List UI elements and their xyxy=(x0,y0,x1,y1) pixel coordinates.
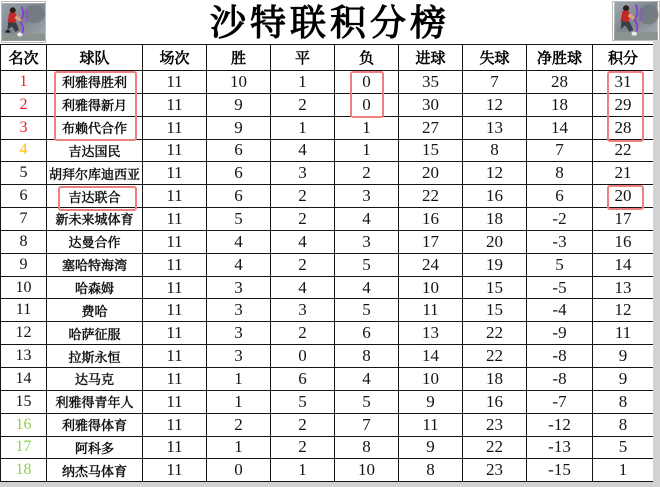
gf-cell: 9 xyxy=(399,436,463,459)
pts-cell: 14 xyxy=(593,253,654,276)
ga-cell: 22 xyxy=(463,345,527,368)
gd-cell: -12 xyxy=(527,413,593,436)
pts-cell: 12 xyxy=(593,299,654,322)
gd-cell: -15 xyxy=(527,459,593,482)
lost-cell: 1 xyxy=(335,139,399,162)
gd-cell: -9 xyxy=(527,322,593,345)
table-row xyxy=(1,459,654,482)
ga-cell: 18 xyxy=(463,367,527,390)
table-row xyxy=(1,253,654,276)
pts-cell: 21 xyxy=(593,162,654,185)
won-cell: 9 xyxy=(207,116,271,139)
drawn-cell: 2 xyxy=(271,208,335,231)
ga-cell: 12 xyxy=(463,93,527,116)
ga-cell: 23 xyxy=(463,459,527,482)
team-cell: 利雅得青年人 xyxy=(47,390,143,413)
gf-cell: 24 xyxy=(399,253,463,276)
played-cell: 11 xyxy=(143,253,207,276)
played-cell: 11 xyxy=(143,322,207,345)
pts-cell: 13 xyxy=(593,276,654,299)
gf-cell: 11 xyxy=(399,299,463,322)
rank-cell: 9 xyxy=(1,253,47,276)
lost-cell: 0 xyxy=(335,93,399,116)
gf-cell: 9 xyxy=(399,390,463,413)
played-cell: 11 xyxy=(143,390,207,413)
lost-cell: 10 xyxy=(335,459,399,482)
ga-cell: 22 xyxy=(463,436,527,459)
table-row xyxy=(1,71,654,94)
pts-cell: 9 xyxy=(593,367,654,390)
drawn-cell: 2 xyxy=(271,436,335,459)
lost-cell: 2 xyxy=(335,162,399,185)
lost-cell: 4 xyxy=(335,208,399,231)
gf-cell: 13 xyxy=(399,322,463,345)
team-cell: 利雅得胜利 xyxy=(47,71,143,94)
column-header-team: 球队 xyxy=(47,45,143,71)
won-cell: 1 xyxy=(207,436,271,459)
won-cell: 5 xyxy=(207,208,271,231)
gf-cell: 22 xyxy=(399,185,463,208)
rank-cell: 1 xyxy=(1,71,47,94)
won-cell: 1 xyxy=(207,367,271,390)
rank-cell: 7 xyxy=(1,208,47,231)
drawn-cell: 1 xyxy=(271,116,335,139)
gf-cell: 10 xyxy=(399,276,463,299)
won-cell: 0 xyxy=(207,459,271,482)
played-cell: 11 xyxy=(143,208,207,231)
table-row xyxy=(1,345,654,368)
ga-cell: 8 xyxy=(463,139,527,162)
team-cell: 哈森姆 xyxy=(47,276,143,299)
drawn-cell: 2 xyxy=(271,413,335,436)
header-row xyxy=(1,45,654,71)
lost-cell: 4 xyxy=(335,276,399,299)
right-edge-strip xyxy=(653,40,660,487)
drawn-cell: 3 xyxy=(271,162,335,185)
drawn-cell: 1 xyxy=(271,71,335,94)
table-row xyxy=(1,367,654,390)
rank-cell: 5 xyxy=(1,162,47,185)
ga-cell: 19 xyxy=(463,253,527,276)
gf-cell: 16 xyxy=(399,208,463,231)
gf-cell: 27 xyxy=(399,116,463,139)
played-cell: 11 xyxy=(143,71,207,94)
pts-cell: 8 xyxy=(593,390,654,413)
won-cell: 3 xyxy=(207,322,271,345)
team-cell: 达马克 xyxy=(47,367,143,390)
drawn-cell: 4 xyxy=(271,230,335,253)
team-cell: 费哈 xyxy=(47,299,143,322)
won-cell: 1 xyxy=(207,390,271,413)
gf-cell: 14 xyxy=(399,345,463,368)
table-row xyxy=(1,390,654,413)
drawn-cell: 6 xyxy=(271,367,335,390)
drawn-cell: 4 xyxy=(271,139,335,162)
drawn-cell: 2 xyxy=(271,93,335,116)
pts-cell: 9 xyxy=(593,345,654,368)
table-row xyxy=(1,93,654,116)
gf-cell: 30 xyxy=(399,93,463,116)
rank-cell: 2 xyxy=(1,93,47,116)
won-cell: 6 xyxy=(207,162,271,185)
table-row xyxy=(1,413,654,436)
played-cell: 11 xyxy=(143,162,207,185)
won-cell: 6 xyxy=(207,185,271,208)
page-title: 沙特联积分榜 xyxy=(209,3,450,43)
gd-cell: -3 xyxy=(527,230,593,253)
football-player-illustration xyxy=(613,2,659,40)
gf-cell: 8 xyxy=(399,459,463,482)
won-cell: 3 xyxy=(207,299,271,322)
rank-cell: 6 xyxy=(1,185,47,208)
rank-cell: 11 xyxy=(1,299,47,322)
team-cell: 利雅得新月 xyxy=(47,93,143,116)
played-cell: 11 xyxy=(143,185,207,208)
team-cell: 塞哈特海湾 xyxy=(47,253,143,276)
table-row xyxy=(1,230,654,253)
gd-cell: 5 xyxy=(527,253,593,276)
column-header-rank: 名次 xyxy=(1,45,47,71)
pts-cell: 11 xyxy=(593,322,654,345)
standings-table xyxy=(0,44,654,482)
team-cell: 利雅得体育 xyxy=(47,413,143,436)
team-cell: 拉斯永恒 xyxy=(47,345,143,368)
column-header-drawn: 平 xyxy=(271,45,335,71)
team-cell: 布赖代合作 xyxy=(47,116,143,139)
rank-cell: 10 xyxy=(1,276,47,299)
pts-cell: 5 xyxy=(593,436,654,459)
rank-cell: 17 xyxy=(1,436,47,459)
gd-cell: 28 xyxy=(527,71,593,94)
played-cell: 11 xyxy=(143,139,207,162)
rank-cell: 13 xyxy=(1,345,47,368)
table-row xyxy=(1,208,654,231)
rank-cell: 4 xyxy=(1,139,47,162)
played-cell: 11 xyxy=(143,367,207,390)
team-cell: 纳杰马体育 xyxy=(47,459,143,482)
table-row xyxy=(1,436,654,459)
ga-cell: 15 xyxy=(463,299,527,322)
lost-cell: 7 xyxy=(335,413,399,436)
column-header-gd: 净胜球 xyxy=(527,45,593,71)
lost-cell: 5 xyxy=(335,253,399,276)
drawn-cell: 3 xyxy=(271,299,335,322)
won-cell: 10 xyxy=(207,71,271,94)
gd-cell: -13 xyxy=(527,436,593,459)
rank-cell: 15 xyxy=(1,390,47,413)
ga-cell: 22 xyxy=(463,322,527,345)
gd-cell: -8 xyxy=(527,345,593,368)
ga-cell: 18 xyxy=(463,208,527,231)
table-row xyxy=(1,322,654,345)
lost-cell: 4 xyxy=(335,367,399,390)
table-row xyxy=(1,276,654,299)
gd-cell: 8 xyxy=(527,162,593,185)
decor-player-photo-right xyxy=(612,1,660,41)
team-cell: 阿科多 xyxy=(47,436,143,459)
ga-cell: 12 xyxy=(463,162,527,185)
drawn-cell: 5 xyxy=(271,390,335,413)
won-cell: 4 xyxy=(207,253,271,276)
gd-cell: -5 xyxy=(527,276,593,299)
lost-cell: 1 xyxy=(335,116,399,139)
played-cell: 11 xyxy=(143,116,207,139)
gd-cell: 7 xyxy=(527,139,593,162)
gd-cell: -7 xyxy=(527,390,593,413)
gf-cell: 17 xyxy=(399,230,463,253)
played-cell: 11 xyxy=(143,436,207,459)
pts-cell: 8 xyxy=(593,413,654,436)
ga-cell: 15 xyxy=(463,276,527,299)
pts-cell: 22 xyxy=(593,139,654,162)
column-header-ga: 失球 xyxy=(463,45,527,71)
drawn-cell: 0 xyxy=(271,345,335,368)
team-cell: 胡拜尔库迪西亚 xyxy=(47,162,143,185)
gd-cell: -2 xyxy=(527,208,593,231)
won-cell: 2 xyxy=(207,413,271,436)
team-cell: 吉达联合 xyxy=(47,185,143,208)
lost-cell: 6 xyxy=(335,322,399,345)
team-cell: 哈萨征服 xyxy=(47,322,143,345)
rank-cell: 3 xyxy=(1,116,47,139)
played-cell: 11 xyxy=(143,93,207,116)
gd-cell: -8 xyxy=(527,367,593,390)
drawn-cell: 2 xyxy=(271,185,335,208)
table-row xyxy=(1,139,654,162)
ga-cell: 16 xyxy=(463,390,527,413)
gf-cell: 10 xyxy=(399,367,463,390)
ga-cell: 20 xyxy=(463,230,527,253)
gf-cell: 15 xyxy=(399,139,463,162)
won-cell: 3 xyxy=(207,345,271,368)
gf-cell: 35 xyxy=(399,71,463,94)
table-row xyxy=(1,299,654,322)
rank-cell: 18 xyxy=(1,459,47,482)
rank-cell: 16 xyxy=(1,413,47,436)
column-header-lost: 负 xyxy=(335,45,399,71)
gf-cell: 20 xyxy=(399,162,463,185)
gd-cell: -4 xyxy=(527,299,593,322)
table-row xyxy=(1,185,654,208)
gd-cell: 6 xyxy=(527,185,593,208)
pts-cell: 29 xyxy=(593,93,654,116)
gd-cell: 18 xyxy=(527,93,593,116)
played-cell: 11 xyxy=(143,230,207,253)
ga-cell: 23 xyxy=(463,413,527,436)
team-cell: 新未来城体育 xyxy=(47,208,143,231)
won-cell: 9 xyxy=(207,93,271,116)
pts-cell: 31 xyxy=(593,71,654,94)
drawn-cell: 2 xyxy=(271,322,335,345)
table-row xyxy=(1,162,654,185)
column-header-pts: 积分 xyxy=(593,45,654,71)
played-cell: 11 xyxy=(143,345,207,368)
lost-cell: 3 xyxy=(335,185,399,208)
played-cell: 11 xyxy=(143,413,207,436)
column-header-gf: 进球 xyxy=(399,45,463,71)
played-cell: 11 xyxy=(143,459,207,482)
rank-cell: 14 xyxy=(1,367,47,390)
lost-cell: 0 xyxy=(335,71,399,94)
won-cell: 6 xyxy=(207,139,271,162)
column-header-played: 场次 xyxy=(143,45,207,71)
table-row xyxy=(1,116,654,139)
bottom-edge-strip xyxy=(0,482,660,487)
lost-cell: 3 xyxy=(335,230,399,253)
lost-cell: 8 xyxy=(335,436,399,459)
played-cell: 11 xyxy=(143,299,207,322)
rank-cell: 8 xyxy=(1,230,47,253)
played-cell: 11 xyxy=(143,276,207,299)
team-cell: 吉达国民 xyxy=(47,139,143,162)
drawn-cell: 2 xyxy=(271,253,335,276)
lost-cell: 8 xyxy=(335,345,399,368)
lost-cell: 5 xyxy=(335,390,399,413)
pts-cell: 20 xyxy=(593,185,654,208)
pts-cell: 28 xyxy=(593,116,654,139)
pts-cell: 1 xyxy=(593,459,654,482)
rank-cell: 12 xyxy=(1,322,47,345)
ga-cell: 7 xyxy=(463,71,527,94)
ga-cell: 13 xyxy=(463,116,527,139)
pts-cell: 16 xyxy=(593,230,654,253)
team-cell: 达曼合作 xyxy=(47,230,143,253)
drawn-cell: 1 xyxy=(271,459,335,482)
ga-cell: 16 xyxy=(463,185,527,208)
won-cell: 3 xyxy=(207,276,271,299)
gd-cell: 14 xyxy=(527,116,593,139)
pts-cell: 17 xyxy=(593,208,654,231)
drawn-cell: 4 xyxy=(271,276,335,299)
won-cell: 4 xyxy=(207,230,271,253)
gf-cell: 11 xyxy=(399,413,463,436)
lost-cell: 5 xyxy=(335,299,399,322)
column-header-won: 胜 xyxy=(207,45,271,71)
